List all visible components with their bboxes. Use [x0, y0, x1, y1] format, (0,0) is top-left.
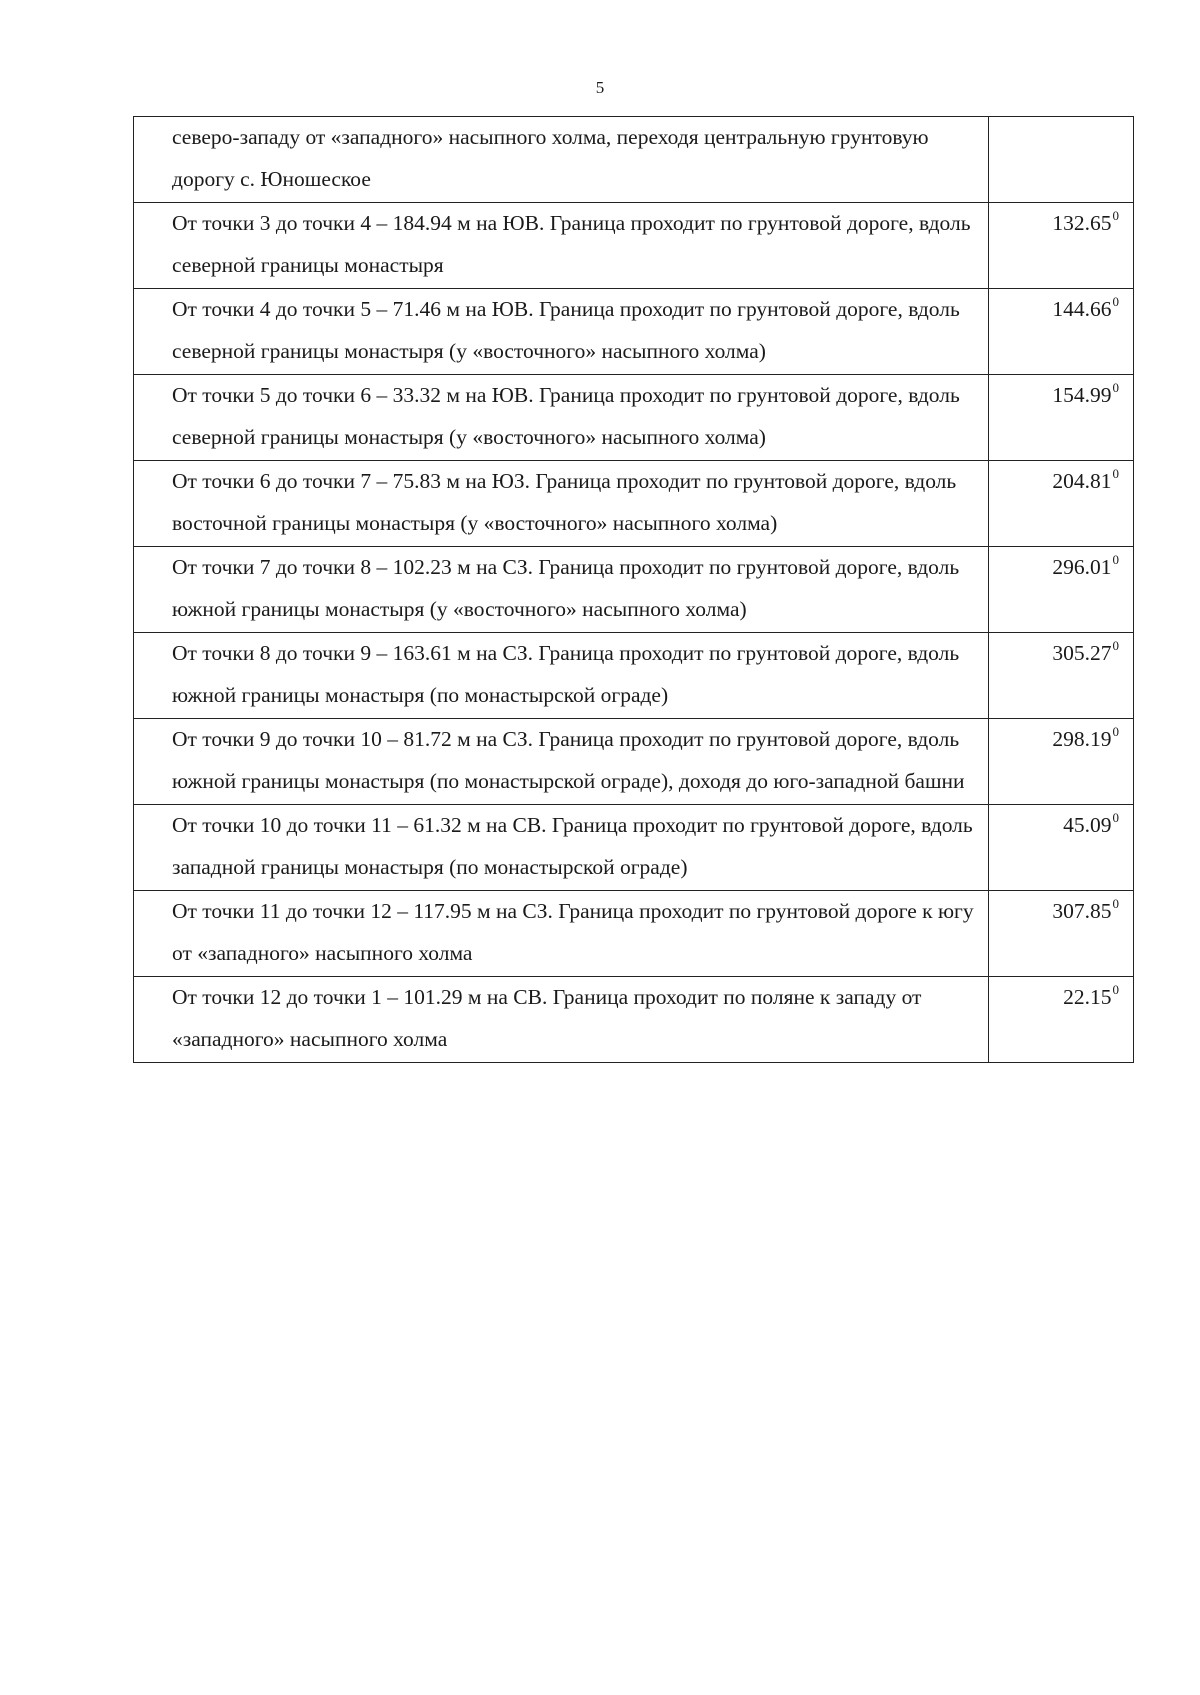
- segment-description: От точки 4 до точки 5 – 71.46 м на ЮВ. Граница проходит по грунтовой дороге, вдоль северной границы монастыря (у «восточного» насыпного холма): [134, 289, 989, 375]
- segment-azimuth: [989, 891, 1134, 977]
- segment-azimuth: [989, 977, 1134, 1063]
- azimuth-value: 305.27: [1052, 641, 1112, 665]
- table-row: [134, 633, 1134, 719]
- segment-azimuth: [989, 805, 1134, 891]
- segment-azimuth: [989, 719, 1134, 805]
- azimuth-value: 45.09: [1063, 813, 1112, 837]
- azimuth-value: 132.65: [1052, 211, 1112, 235]
- boundary-description-table: [133, 116, 1134, 1063]
- table-row: [134, 117, 1134, 203]
- azimuth-value: 204.81: [1052, 469, 1112, 493]
- degree-mark: 0: [1112, 724, 1119, 739]
- segment-azimuth: [989, 289, 1134, 375]
- segment-azimuth: [989, 547, 1134, 633]
- segment-description: От точки 12 до точки 1 – 101.29 м на СВ. Граница проходит по поляне к западу от «западного» насыпного холма: [134, 977, 989, 1063]
- table-row: [134, 203, 1134, 289]
- segment-description: От точки 9 до точки 10 – 81.72 м на СЗ. Граница проходит по грунтовой дороге, вдоль южной границы монастыря (по монастырской ограде), доходя до юго-западной башни: [134, 719, 989, 805]
- table-row: [134, 375, 1134, 461]
- segment-description: От точки 10 до точки 11 – 61.32 м на СВ. Граница проходит по грунтовой дороге, вдоль западной границы монастыря (по монастырской ограде): [134, 805, 989, 891]
- segment-azimuth: [989, 203, 1134, 289]
- azimuth-value: 154.99: [1052, 383, 1112, 407]
- table-row: [134, 547, 1134, 633]
- degree-mark: 0: [1112, 208, 1119, 223]
- table-row: [134, 289, 1134, 375]
- azimuth-value: 22.15: [1063, 985, 1112, 1009]
- azimuth-value: 298.19: [1052, 727, 1112, 751]
- table-row: [134, 719, 1134, 805]
- segment-azimuth: [989, 117, 1134, 203]
- segment-description: северо-западу от «западного» насыпного холма, переходя центральную грунтовую дорогу с. Юношеское: [134, 117, 989, 203]
- degree-mark: 0: [1112, 380, 1119, 395]
- segment-description: От точки 11 до точки 12 – 117.95 м на СЗ. Граница проходит по грунтовой дороге к югу от «западного» насыпного холма: [134, 891, 989, 977]
- degree-mark: 0: [1112, 982, 1119, 997]
- segment-azimuth: [989, 461, 1134, 547]
- segment-description: От точки 3 до точки 4 – 184.94 м на ЮВ. Граница проходит по грунтовой дороге, вдоль северной границы монастыря: [134, 203, 989, 289]
- page-number: 5: [595, 78, 605, 97]
- segment-description: От точки 7 до точки 8 – 102.23 м на СЗ. Граница проходит по грунтовой дороге, вдоль южной границы монастыря (у «восточного» насыпного холма): [134, 547, 989, 633]
- segment-description: От точки 6 до точки 7 – 75.83 м на ЮЗ. Граница проходит по грунтовой дороге, вдоль восточной границы монастыря (у «восточного» насыпного холма): [134, 461, 989, 547]
- degree-mark: 0: [1112, 294, 1119, 309]
- segment-description: От точки 5 до точки 6 – 33.32 м на ЮВ. Граница проходит по грунтовой дороге, вдоль северной границы монастыря (у «восточного» насыпного холма): [134, 375, 989, 461]
- table-row: [134, 805, 1134, 891]
- segment-azimuth: [989, 633, 1134, 719]
- degree-mark: 0: [1112, 466, 1119, 481]
- degree-mark: 0: [1112, 896, 1119, 911]
- table-row: [134, 461, 1134, 547]
- table-row: [134, 891, 1134, 977]
- degree-mark: 0: [1112, 638, 1119, 653]
- segment-description: От точки 8 до точки 9 – 163.61 м на СЗ. Граница проходит по грунтовой дороге, вдоль южной границы монастыря (по монастырской ограде): [134, 633, 989, 719]
- azimuth-value: 144.66: [1052, 297, 1112, 321]
- degree-mark: 0: [1112, 810, 1119, 825]
- azimuth-value: 296.01: [1052, 555, 1112, 579]
- segment-azimuth: [989, 375, 1134, 461]
- degree-mark: 0: [1112, 552, 1119, 567]
- table-row: [134, 977, 1134, 1063]
- azimuth-value: 307.85: [1052, 899, 1112, 923]
